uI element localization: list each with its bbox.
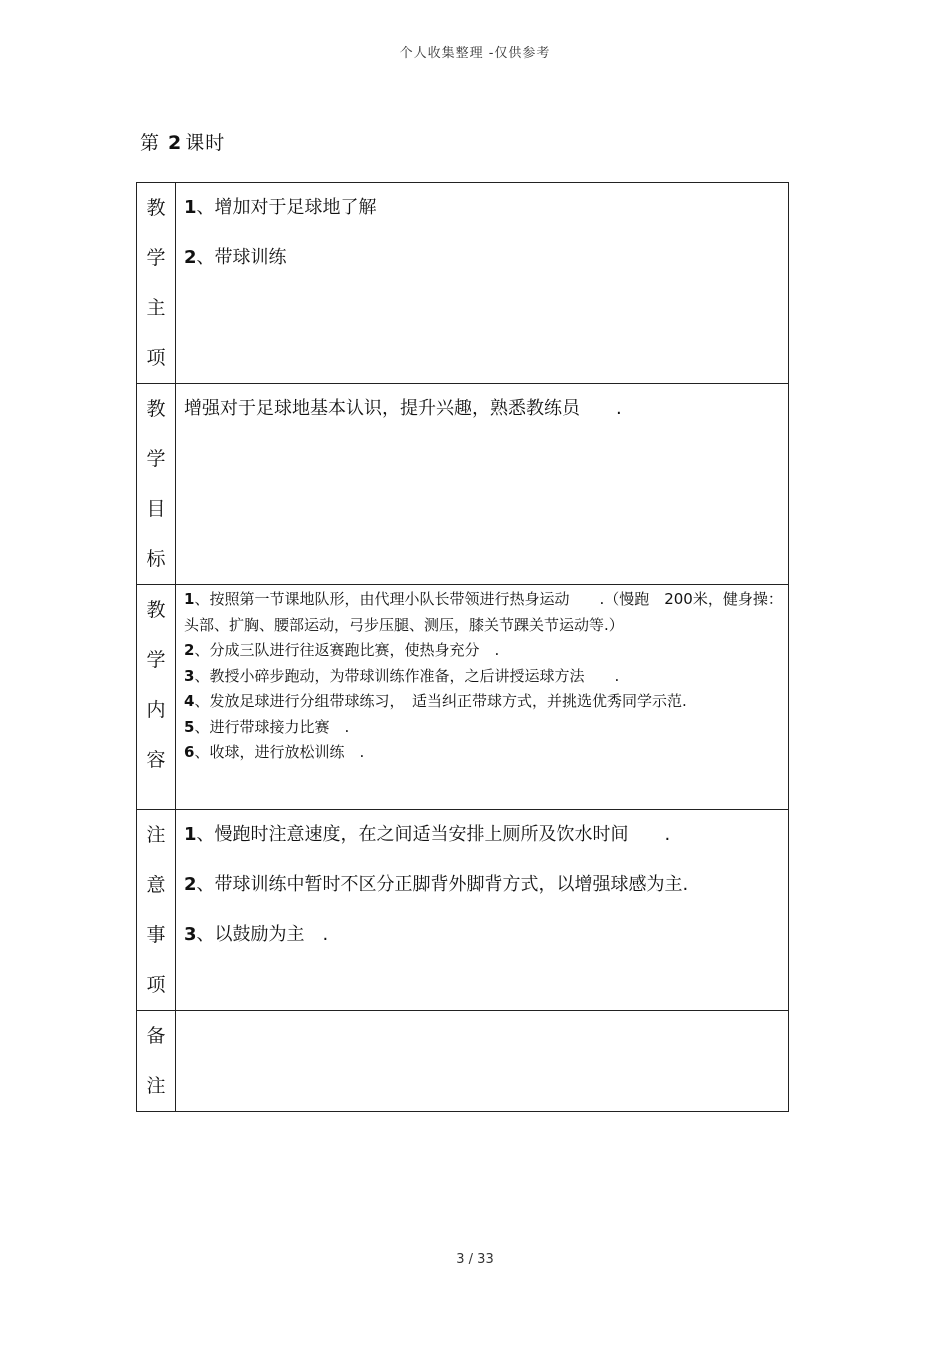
content-remark [176, 1011, 789, 1112]
content-main-items [176, 183, 789, 384]
label-char: 标 [146, 548, 166, 570]
item-number: 5 [184, 717, 195, 736]
item-text: 、按照第一节课地队形，由代理小队长带领进行热身运动 .（慢跑 200米，健身操：头部、扩胸、腰部运动，弓步压腿、测压，膝关节踝关节运动等.） [184, 590, 783, 634]
label-main-items [137, 183, 176, 384]
label-teaching-goal [137, 384, 176, 585]
item-text: 、慢跑时注意速度，在之间适当安排上厕所及饮水时间 . [196, 824, 671, 845]
item-text: 、增加对于足球地了解 [196, 197, 377, 218]
label-char: 项 [146, 974, 166, 996]
item-number: 6 [184, 743, 195, 761]
main-item [184, 233, 784, 283]
label-char: 事 [146, 924, 166, 946]
content-notes [176, 810, 789, 1011]
label-char: 意 [146, 874, 166, 896]
lesson-title [140, 128, 225, 155]
lesson-prefix: 第 [140, 132, 161, 154]
item-text: 、发放足球进行分组带球练习， 适当纠正带球方式，并挑选优秀同学示范. [194, 692, 687, 710]
note-item [184, 810, 784, 860]
item-text: 、带球训练中暂时不区分正脚背外脚背方式，以增强球感为主. [196, 874, 689, 895]
item-number: 4 [184, 692, 195, 710]
row-teaching-content [137, 585, 789, 810]
row-main-items [137, 183, 789, 384]
label-char: 注 [146, 824, 166, 846]
item-text: 、分成三队进行往返赛跑比赛，使热身充分 . [194, 641, 500, 659]
item-text: 、进行带球接力比赛 . [194, 717, 350, 736]
row-notes [137, 810, 789, 1011]
label-char: 项 [146, 347, 166, 369]
label-char: 注 [146, 1075, 166, 1097]
item-text: 、教授小碎步跑动，为带球训练作准备，之后讲授运球方法 . [194, 666, 620, 685]
content-teaching-content [176, 585, 789, 810]
lesson-plan-table [136, 182, 789, 1112]
item-number: 2 [184, 247, 197, 268]
lesson-suffix: 课时 [185, 132, 226, 154]
label-remark [137, 1011, 176, 1112]
content-teaching-goal [176, 384, 789, 585]
row-remark [137, 1011, 789, 1112]
row-teaching-goal [137, 384, 789, 585]
label-char: 教 [146, 197, 166, 219]
label-char: 教 [146, 398, 166, 420]
label-char: 教 [146, 599, 166, 621]
label-char: 容 [146, 749, 166, 771]
label-char: 主 [146, 297, 166, 319]
label-char: 学 [146, 649, 166, 671]
item-number: 1 [184, 824, 197, 845]
label-char: 目 [146, 498, 166, 520]
content-item [184, 715, 784, 741]
lesson-number: 2 [168, 132, 183, 154]
content-item [184, 638, 784, 664]
note-item [184, 910, 784, 960]
page-number: 3 / 33 [456, 1252, 494, 1267]
content-item [184, 740, 784, 766]
page-header-note: 个人收集整理 -仅供参考 [399, 46, 551, 61]
label-char: 学 [146, 247, 166, 269]
item-number: 1 [184, 197, 197, 218]
item-number: 1 [184, 590, 195, 608]
content-item [184, 689, 784, 715]
item-number: 2 [184, 641, 195, 659]
item-text: 、以鼓励为主 . [196, 924, 329, 945]
label-char: 学 [146, 448, 166, 470]
content-item [184, 664, 784, 690]
content-item [184, 587, 784, 638]
goal-text: 增强对于足球地基本认识，提升兴趣，熟悉教练员 . [184, 398, 622, 419]
item-number: 3 [184, 666, 195, 685]
label-notes [137, 810, 176, 1011]
item-text: 、收球，进行放松训练 . [194, 743, 365, 761]
label-teaching-content [137, 585, 176, 810]
item-text: 、带球训练 [196, 247, 287, 268]
main-item [184, 183, 784, 233]
label-char: 内 [146, 699, 166, 721]
note-item [184, 860, 784, 910]
label-char: 备 [146, 1025, 166, 1047]
item-number: 3 [184, 924, 197, 945]
item-number: 2 [184, 874, 197, 895]
